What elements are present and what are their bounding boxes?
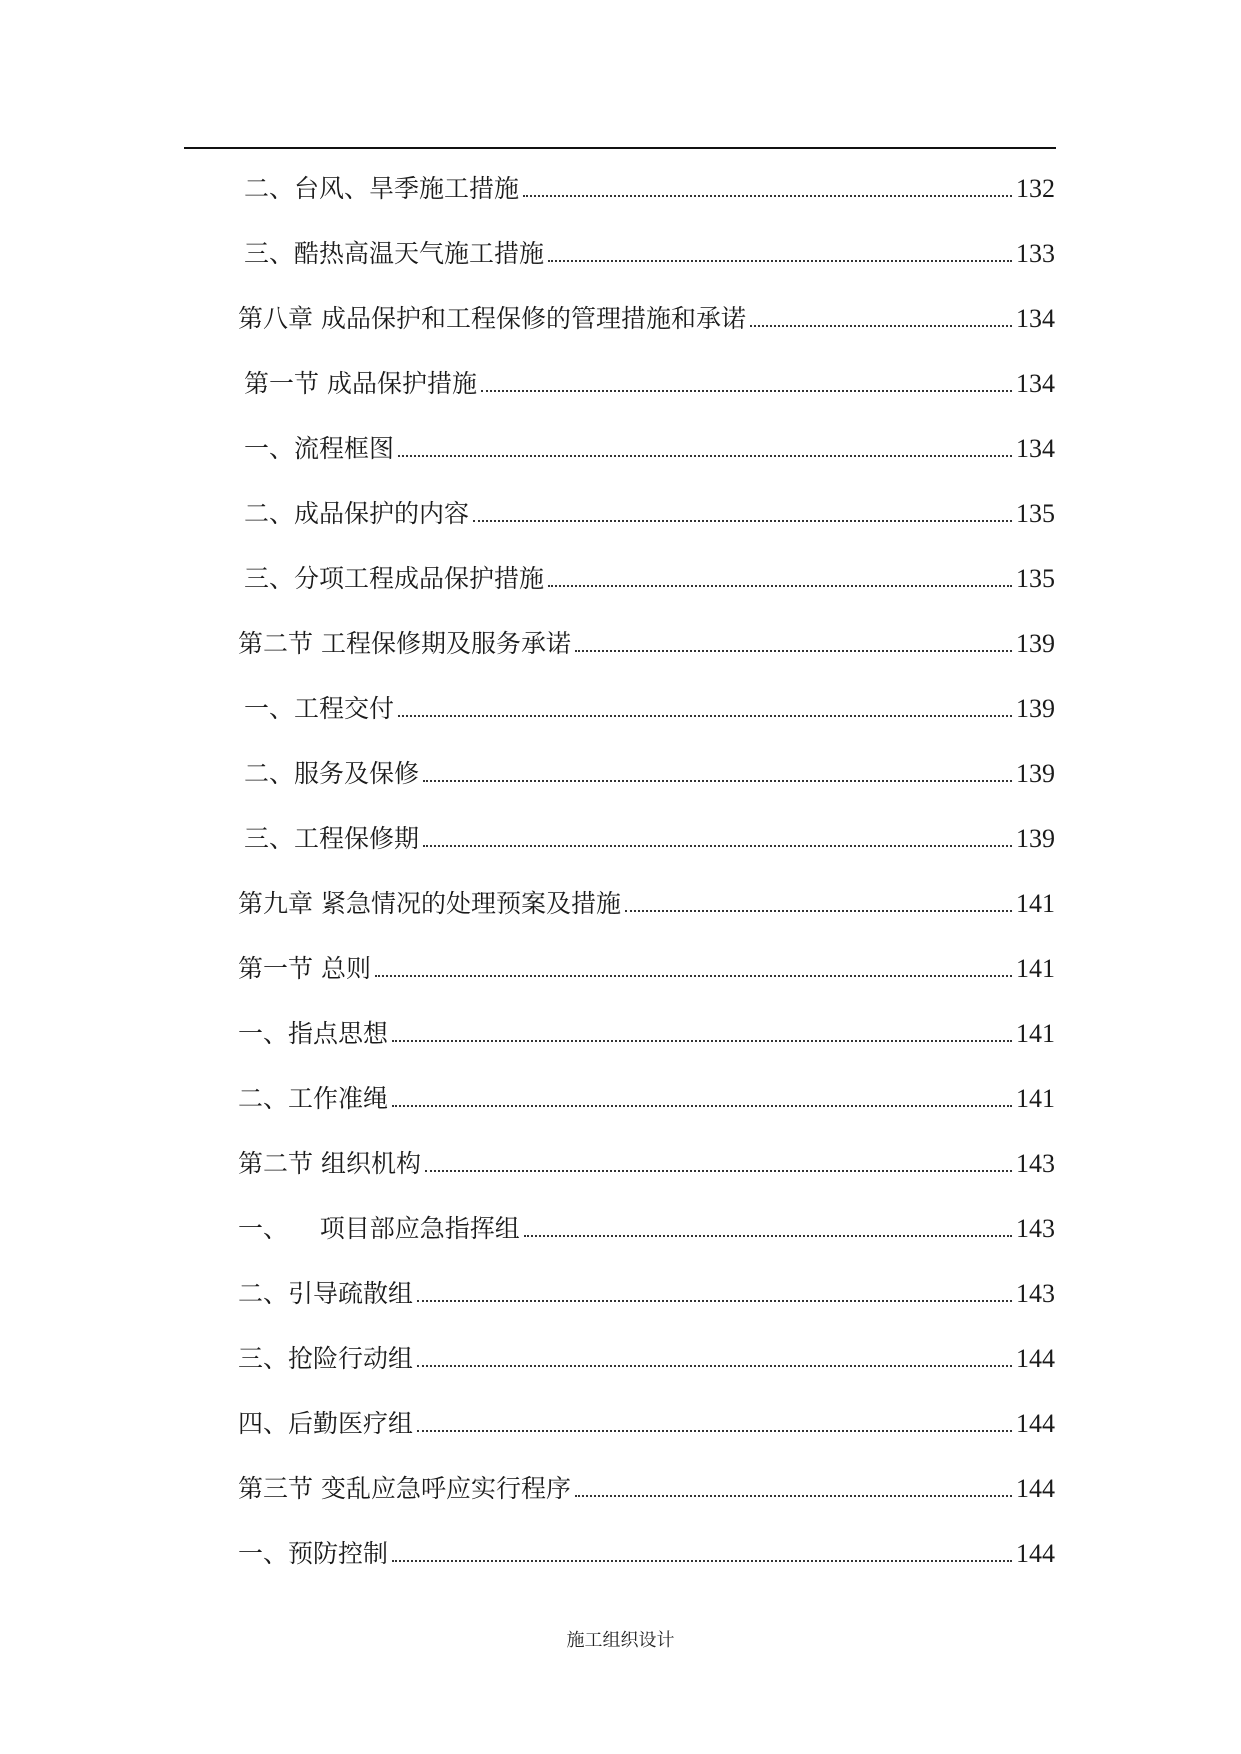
dot-leader (392, 1560, 1012, 1562)
toc-entry-title: 二、工作准绳 (238, 1084, 389, 1113)
dot-leader (425, 1170, 1012, 1172)
dot-leader (392, 1040, 1012, 1042)
dot-leader (417, 1300, 1012, 1302)
toc-entry-page: 133 (1016, 239, 1055, 268)
toc-entry-title: 三、工程保修期 (244, 824, 420, 853)
toc-entry[interactable] (238, 879, 1055, 919)
toc-entry[interactable] (244, 684, 1055, 724)
dot-leader (398, 715, 1012, 717)
toc-entry-title: 二、引导疏散组 (238, 1279, 414, 1308)
toc-entry[interactable] (238, 294, 1055, 334)
toc-entry[interactable] (238, 1529, 1055, 1569)
toc-entry[interactable] (238, 1204, 1055, 1244)
dot-leader (473, 520, 1012, 522)
toc-entry-title: 第二节 组织机构 (238, 1149, 421, 1178)
dot-leader (423, 845, 1012, 847)
toc-entry-page: 143 (1016, 1214, 1055, 1243)
toc-entry-page: 143 (1016, 1279, 1055, 1308)
toc-entry-title: 一、预防控制 (238, 1539, 389, 1568)
toc-entry-page: 139 (1016, 694, 1055, 723)
toc-entry[interactable] (238, 1399, 1055, 1439)
toc-entry[interactable] (244, 424, 1055, 464)
toc-entry-title: 二、台风、旱季施工措施 (244, 174, 520, 203)
toc-entry-title: 第九章 紧急情况的处理预案及措施 (238, 889, 621, 918)
toc-entry-page: 141 (1016, 1019, 1055, 1048)
toc-entry-page: 144 (1016, 1539, 1055, 1568)
toc-entry[interactable] (238, 944, 1055, 984)
toc-entry-page: 144 (1016, 1409, 1055, 1438)
toc-entry[interactable] (238, 1334, 1055, 1374)
toc-entry-page: 134 (1016, 304, 1055, 333)
dot-leader (523, 195, 1012, 197)
dot-leader (625, 910, 1012, 912)
toc-entry-title: 第一节 总则 (238, 954, 371, 983)
page-footer: 施工组织设计 (566, 1630, 675, 1651)
toc-entry-title: 三、酷热高温天气施工措施 (244, 239, 545, 268)
dot-leader (750, 325, 1012, 327)
toc-entry-page: 144 (1016, 1474, 1055, 1503)
toc-entry-page: 144 (1016, 1344, 1055, 1373)
dot-leader (417, 1365, 1012, 1367)
dot-leader (481, 390, 1012, 392)
dot-leader (524, 1235, 1012, 1237)
toc-entry-title: 第八章 成品保护和工程保修的管理措施和承诺 (238, 304, 746, 333)
toc-entry-title: 四、后勤医疗组 (238, 1409, 414, 1438)
toc-entry[interactable] (244, 489, 1055, 529)
toc-entry-page: 141 (1016, 1084, 1055, 1113)
toc-entry[interactable] (238, 619, 1055, 659)
dot-leader (392, 1105, 1012, 1107)
toc-entry-title: 二、成品保护的内容 (244, 499, 470, 528)
toc-entry[interactable] (244, 554, 1055, 594)
toc-entry-title: 三、抢险行动组 (238, 1344, 414, 1373)
toc-entry-title: 一、指点思想 (238, 1019, 389, 1048)
toc-entry-title: 一、工程交付 (244, 694, 395, 723)
toc-entry[interactable] (244, 359, 1055, 399)
toc-entry-page: 141 (1016, 954, 1055, 983)
toc-entry-page: 139 (1016, 629, 1055, 658)
toc-entry-title: 一、 项目部应急指挥组 (238, 1214, 520, 1243)
toc-entry-page: 132 (1016, 174, 1055, 203)
toc-entry-title: 第三节 变乱应急呼应实行程序 (238, 1474, 571, 1503)
toc-entry[interactable] (244, 814, 1055, 854)
toc-entry-page: 139 (1016, 824, 1055, 853)
toc-entry-page: 139 (1016, 759, 1055, 788)
dot-leader (548, 585, 1012, 587)
toc-entry[interactable] (244, 229, 1055, 269)
dot-leader (417, 1430, 1012, 1432)
toc-entry-title: 二、服务及保修 (244, 759, 420, 788)
toc-entry-page: 141 (1016, 889, 1055, 918)
toc-entry-page: 135 (1016, 499, 1055, 528)
dot-leader (575, 650, 1012, 652)
toc-entry[interactable] (244, 749, 1055, 789)
toc-entry-page: 135 (1016, 564, 1055, 593)
toc-entry[interactable] (238, 1269, 1055, 1309)
toc-entry[interactable] (238, 1464, 1055, 1504)
toc-entry-title: 第一节 成品保护措施 (244, 369, 477, 398)
toc-entry-page: 134 (1016, 434, 1055, 463)
dot-leader (375, 975, 1012, 977)
toc-entry[interactable] (244, 164, 1055, 204)
dot-leader (423, 780, 1012, 782)
dot-leader (548, 260, 1012, 262)
toc-entry[interactable] (238, 1139, 1055, 1179)
toc-entry-title: 一、流程框图 (244, 434, 395, 463)
dot-leader (398, 455, 1012, 457)
dot-leader (575, 1495, 1012, 1497)
toc-entry-page: 143 (1016, 1149, 1055, 1178)
toc-entry-title: 三、分项工程成品保护措施 (244, 564, 545, 593)
toc-entry[interactable] (238, 1009, 1055, 1049)
toc-entry-title: 第二节 工程保修期及服务承诺 (238, 629, 571, 658)
toc-entry-page: 134 (1016, 369, 1055, 398)
toc-entry[interactable] (238, 1074, 1055, 1114)
